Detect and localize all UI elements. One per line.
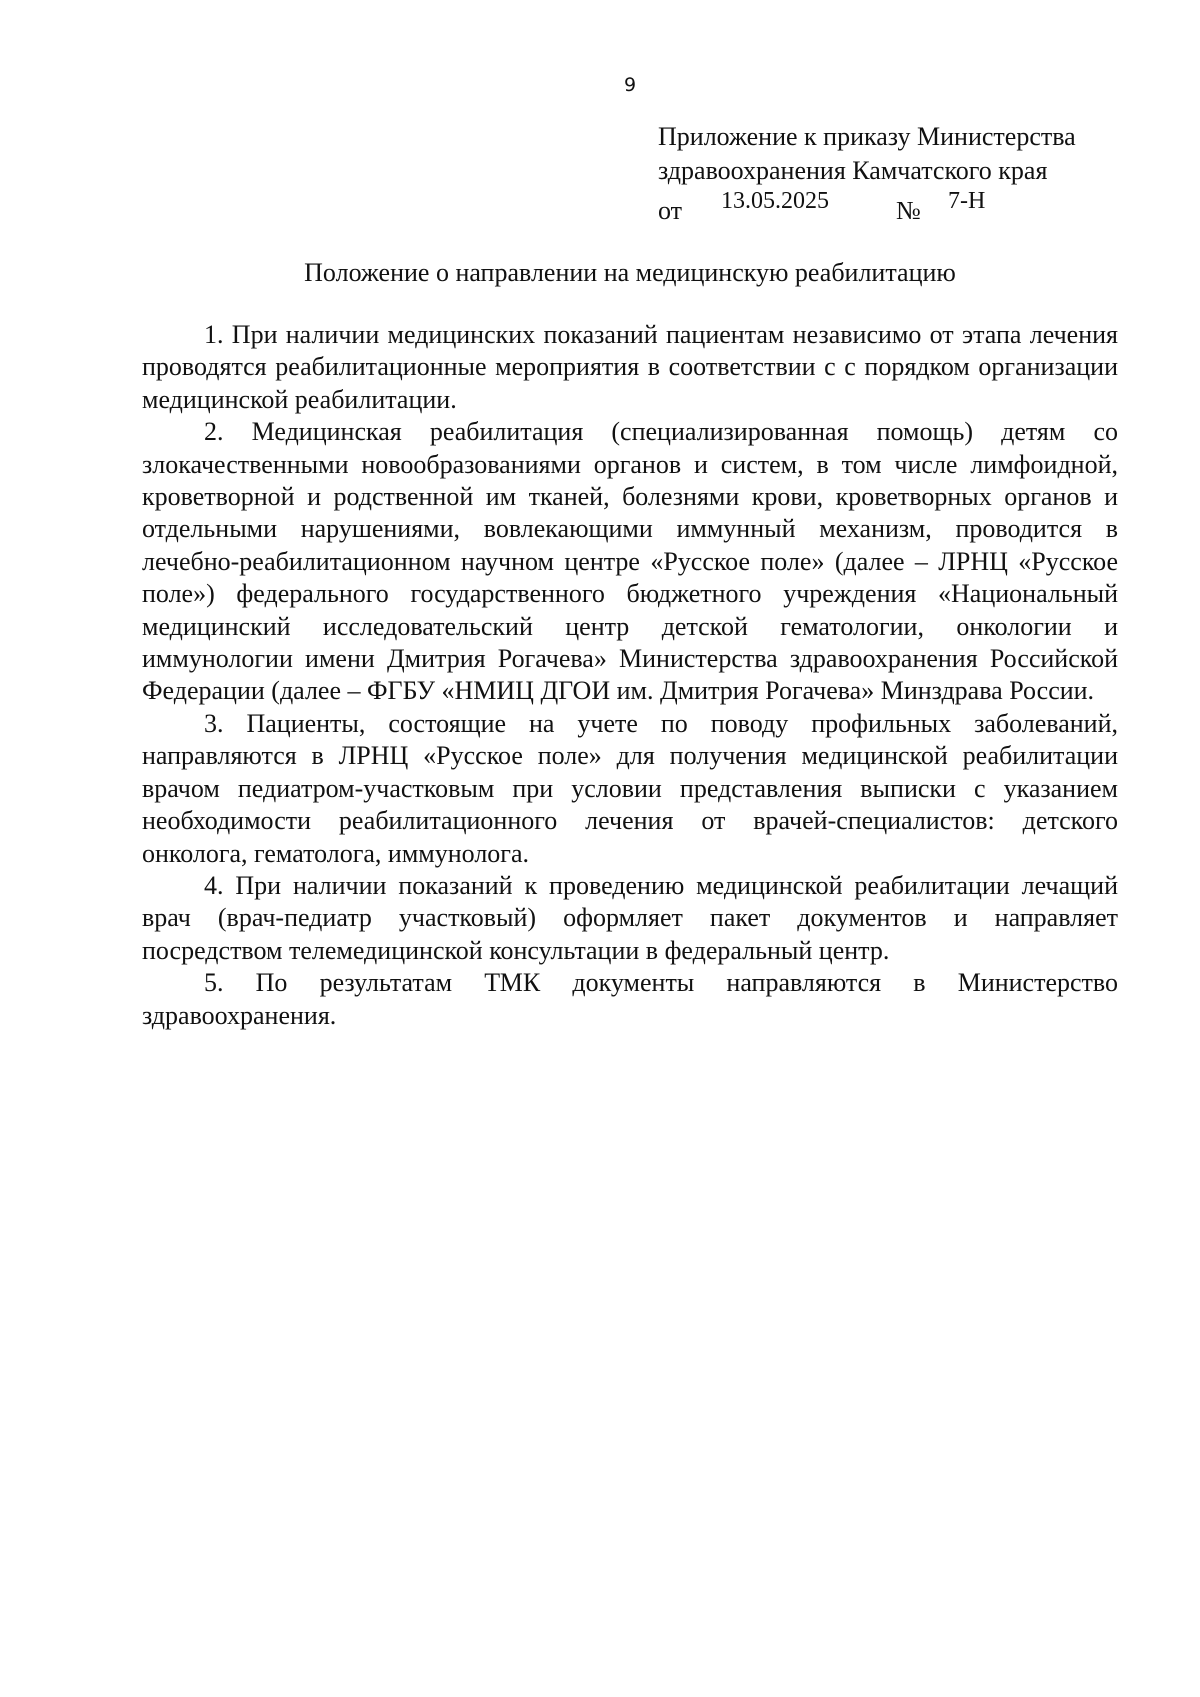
order-number: 7-Н	[948, 188, 986, 214]
appendix-header	[658, 120, 1128, 225]
order-date: 13.05.2025	[721, 188, 829, 214]
page-number: 9	[623, 74, 637, 96]
document-body	[142, 319, 1118, 1032]
document-title: Положение о направлении на медицинскую реабилитацию	[304, 258, 956, 287]
paragraph-3: 3. Пациенты, состоящие на учете по поводу профильных заболеваний, направляются в ЛРНЦ «Русское поле» для получения медицинской реабилитации врачом педиатром-участковым при условии представления выписки с указанием необходимости реабилитационного лечения от врачей-специалистов: детского онколога, гематолога, иммунолога.	[142, 708, 1118, 868]
paragraph-2: 2. Медицинская реабилитация (специализированная помощь) детям со злокачественными новообразованиями органов и систем, в том числе лимфоидной, кроветворной и родственной им тканей, болезнями крови, кроветворных органов и отдельными нарушениями, вовлекающими иммунный механизм, проводится в лечебно-реабилитационном научном центре «Русское поле» (далее – ЛРНЦ «Русское поле») федерального государственного бюджетного учреждения «Национальный медицинский исследовательский центр детской гематологии, онкологии и иммунологии имени Дмитрия Рогачева» Министерства здравоохранения Российской Федерации (далее – ФГБУ «НМИЦ ДГОИ им. Дмитрия Рогачева» Минздрава России.	[142, 417, 1118, 706]
appendix-line-1: Приложение к приказу Министерства	[658, 122, 1076, 151]
order-reference	[658, 188, 1128, 225]
paragraph-5: 5. По результатам ТМК документы направляются в Министерство здравоохранения.	[142, 968, 1118, 1030]
paragraph-1: 1. При наличии медицинских показаний пациентам независимо от этапа лечения проводятся реабилитационные мероприятия в соответствии с с порядком организации медицинской реабилитации.	[142, 320, 1118, 414]
paragraph-4: 4. При наличии показаний к проведению медицинской реабилитации лечащий врач (врач-педиатр участковый) оформляет пакет документов и направляет посредством телемедицинской консультации в федеральный центр.	[142, 870, 1118, 965]
number-sign: №	[896, 196, 921, 225]
date-label: от	[658, 196, 683, 225]
appendix-line-2: здравоохранения Камчатского края	[658, 156, 1048, 185]
